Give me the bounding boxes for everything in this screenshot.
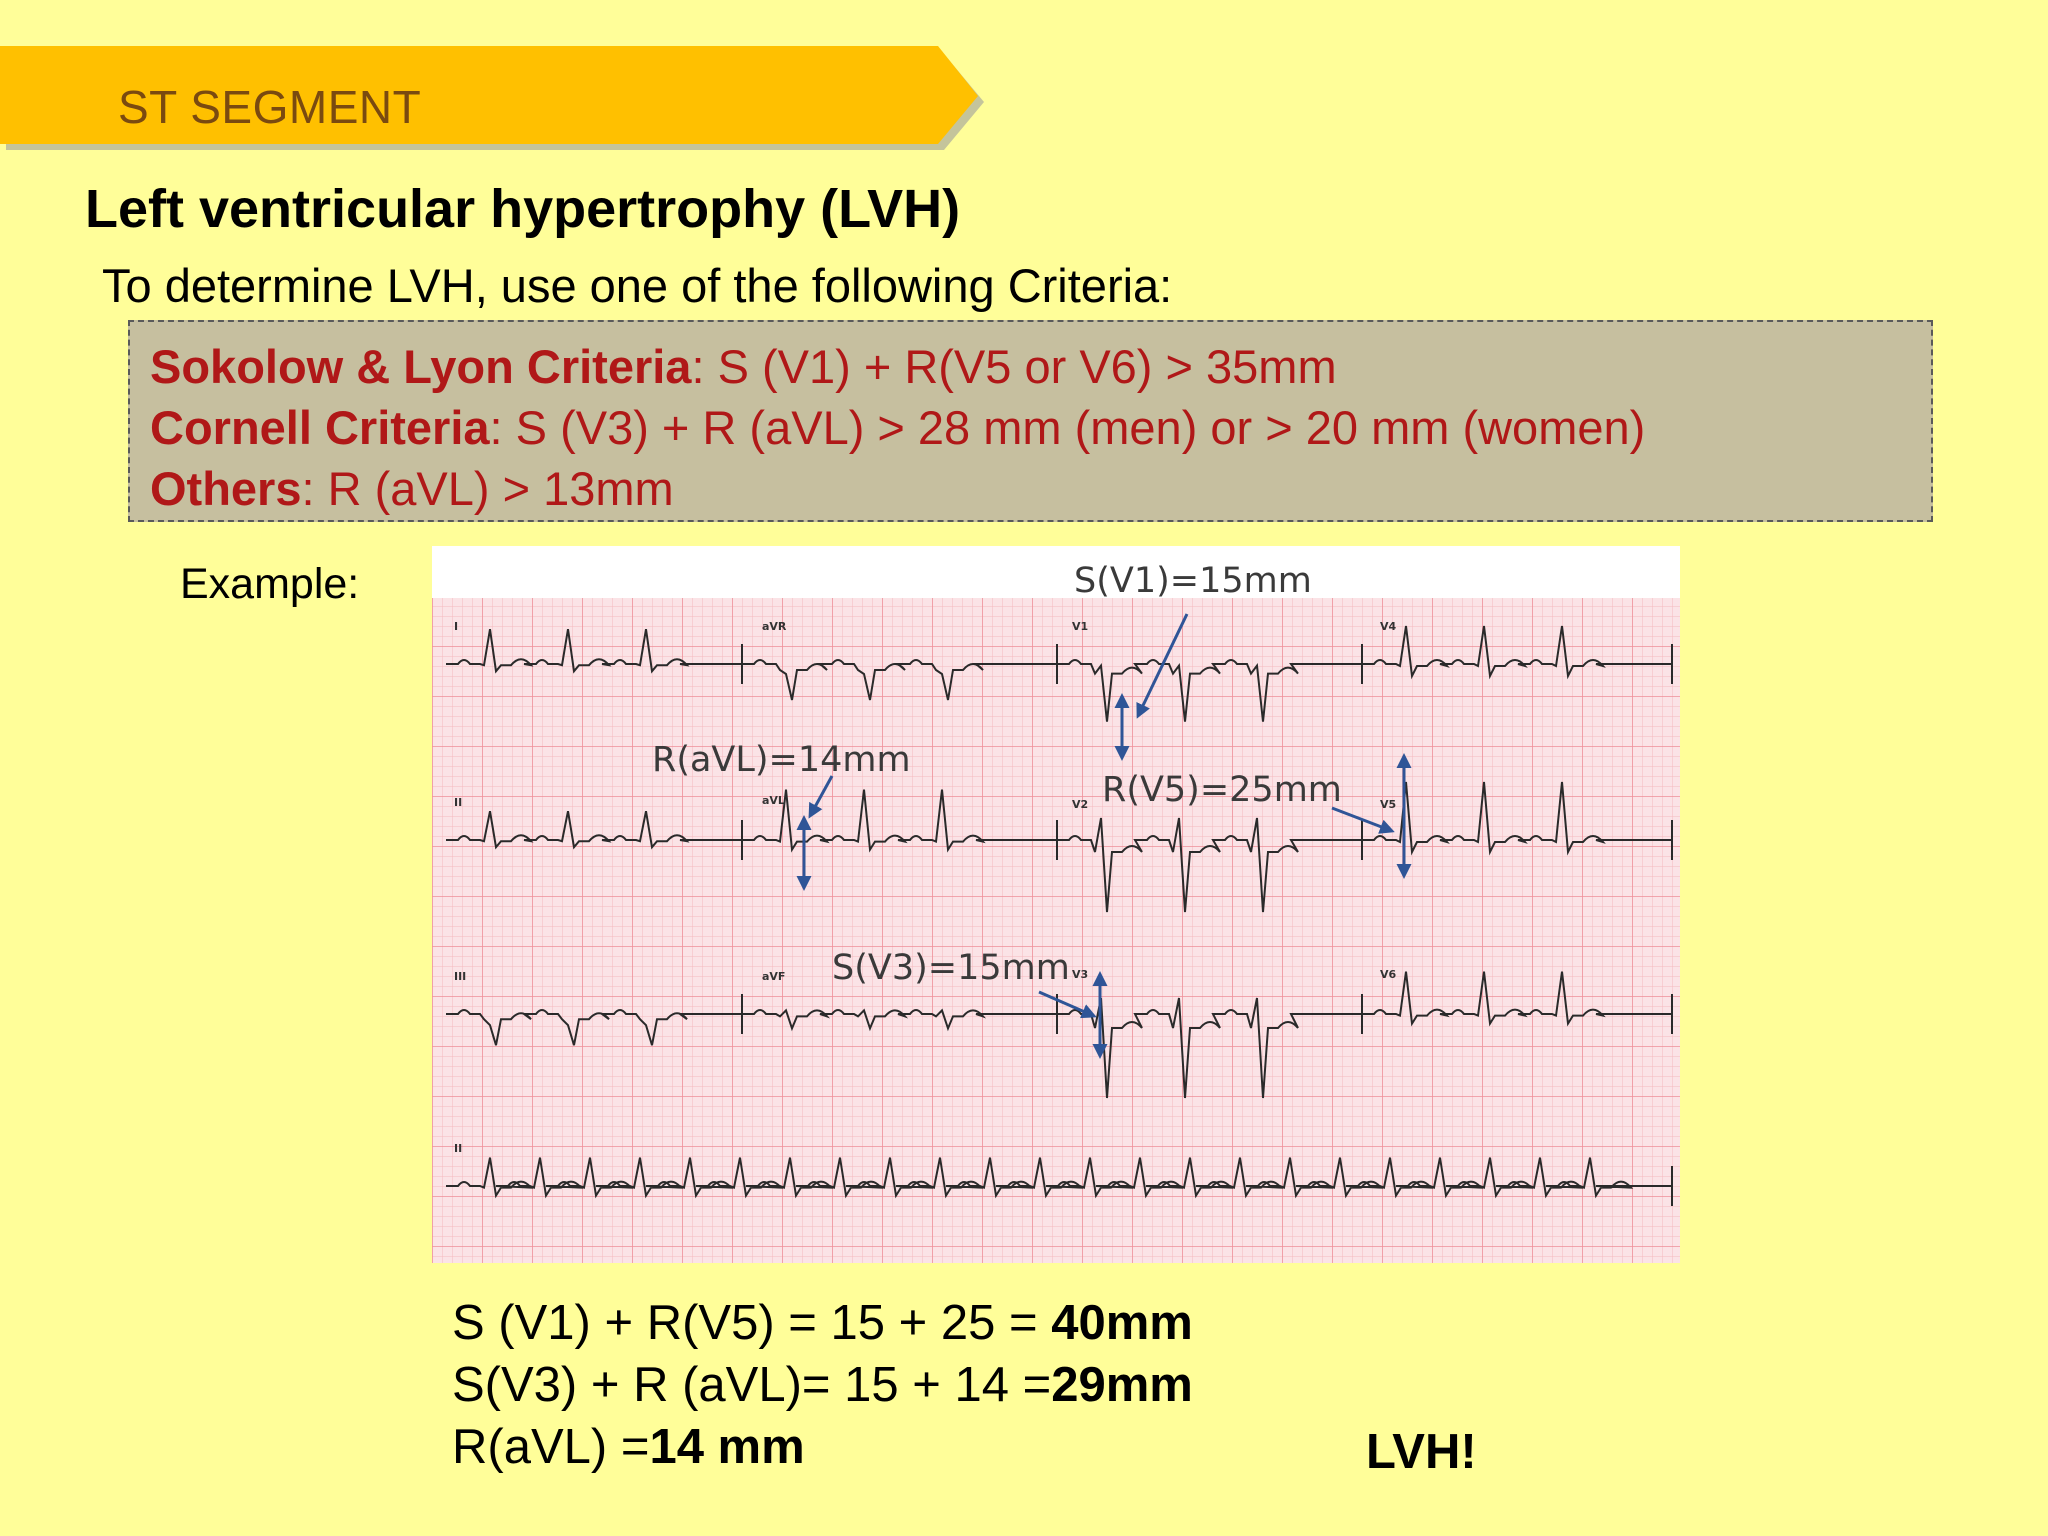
annotation-r-v5: R(V5)=25mm bbox=[1102, 770, 1342, 810]
criteria-rule: : R (aVL) > 13mm bbox=[301, 462, 674, 515]
section-banner bbox=[0, 46, 985, 150]
calculations bbox=[452, 1292, 1193, 1478]
calculation-expression: S(V3) + R (aVL)= 15 + 14 = bbox=[452, 1358, 1052, 1412]
calculation-others bbox=[452, 1416, 1193, 1478]
criteria-box bbox=[128, 320, 1933, 522]
lead-label: I bbox=[454, 620, 459, 633]
lead-label: II bbox=[454, 796, 463, 809]
banner-label: ST SEGMENT bbox=[118, 81, 422, 133]
lead-label: V4 bbox=[1380, 620, 1397, 633]
annotation-r-avl: R(aVL)=14mm bbox=[652, 740, 911, 780]
lead-label: V3 bbox=[1072, 968, 1089, 981]
criteria-name: Sokolow & Lyon Criteria bbox=[150, 340, 692, 393]
lead-label: V1 bbox=[1072, 620, 1089, 633]
criteria-others bbox=[150, 458, 1911, 519]
calculation-result: 40mm bbox=[1051, 1296, 1193, 1350]
criteria-name: Cornell Criteria bbox=[150, 401, 490, 454]
lead-label: aVL bbox=[762, 794, 785, 807]
calculation-sokolow bbox=[452, 1292, 1193, 1354]
calculation-cornell bbox=[452, 1354, 1193, 1416]
slide-title: Left ventricular hypertrophy (LVH) bbox=[85, 179, 961, 239]
lead-label: II bbox=[454, 1142, 463, 1155]
ecg-image bbox=[432, 546, 1680, 1263]
criteria-rule: : S (V3) + R (aVL) > 28 mm (men) or > 20 mm (women) bbox=[489, 401, 1646, 454]
calculation-expression: S (V1) + R(V5) = 15 + 25 = bbox=[452, 1296, 1052, 1350]
slide-subtitle: To determine LVH, use one of the following Criteria: bbox=[102, 259, 1173, 312]
lead-label: V2 bbox=[1072, 798, 1089, 811]
lead-label: V5 bbox=[1380, 798, 1397, 811]
annotation-s-v3: S(V3)=15mm bbox=[832, 948, 1070, 988]
lead-label: III bbox=[454, 970, 467, 983]
criteria-rule: : S (V1) + R(V5 or V6) > 35mm bbox=[691, 340, 1337, 393]
lead-label: aVF bbox=[762, 970, 786, 983]
lead-label: V6 bbox=[1380, 968, 1397, 981]
verdict: LVH! bbox=[1366, 1425, 1477, 1479]
lead-label: aVR bbox=[762, 620, 787, 633]
calculation-result: 29mm bbox=[1051, 1358, 1193, 1412]
criteria-cornell bbox=[150, 397, 1911, 458]
example-label: Example: bbox=[180, 560, 360, 608]
criteria-sokolow bbox=[150, 336, 1911, 397]
calculation-expression: R(aVL) = bbox=[452, 1420, 650, 1474]
criteria-name: Others bbox=[150, 462, 302, 515]
calculation-result: 14 mm bbox=[649, 1420, 805, 1474]
annotation-s-v1: S(V1)=15mm bbox=[1074, 561, 1312, 601]
